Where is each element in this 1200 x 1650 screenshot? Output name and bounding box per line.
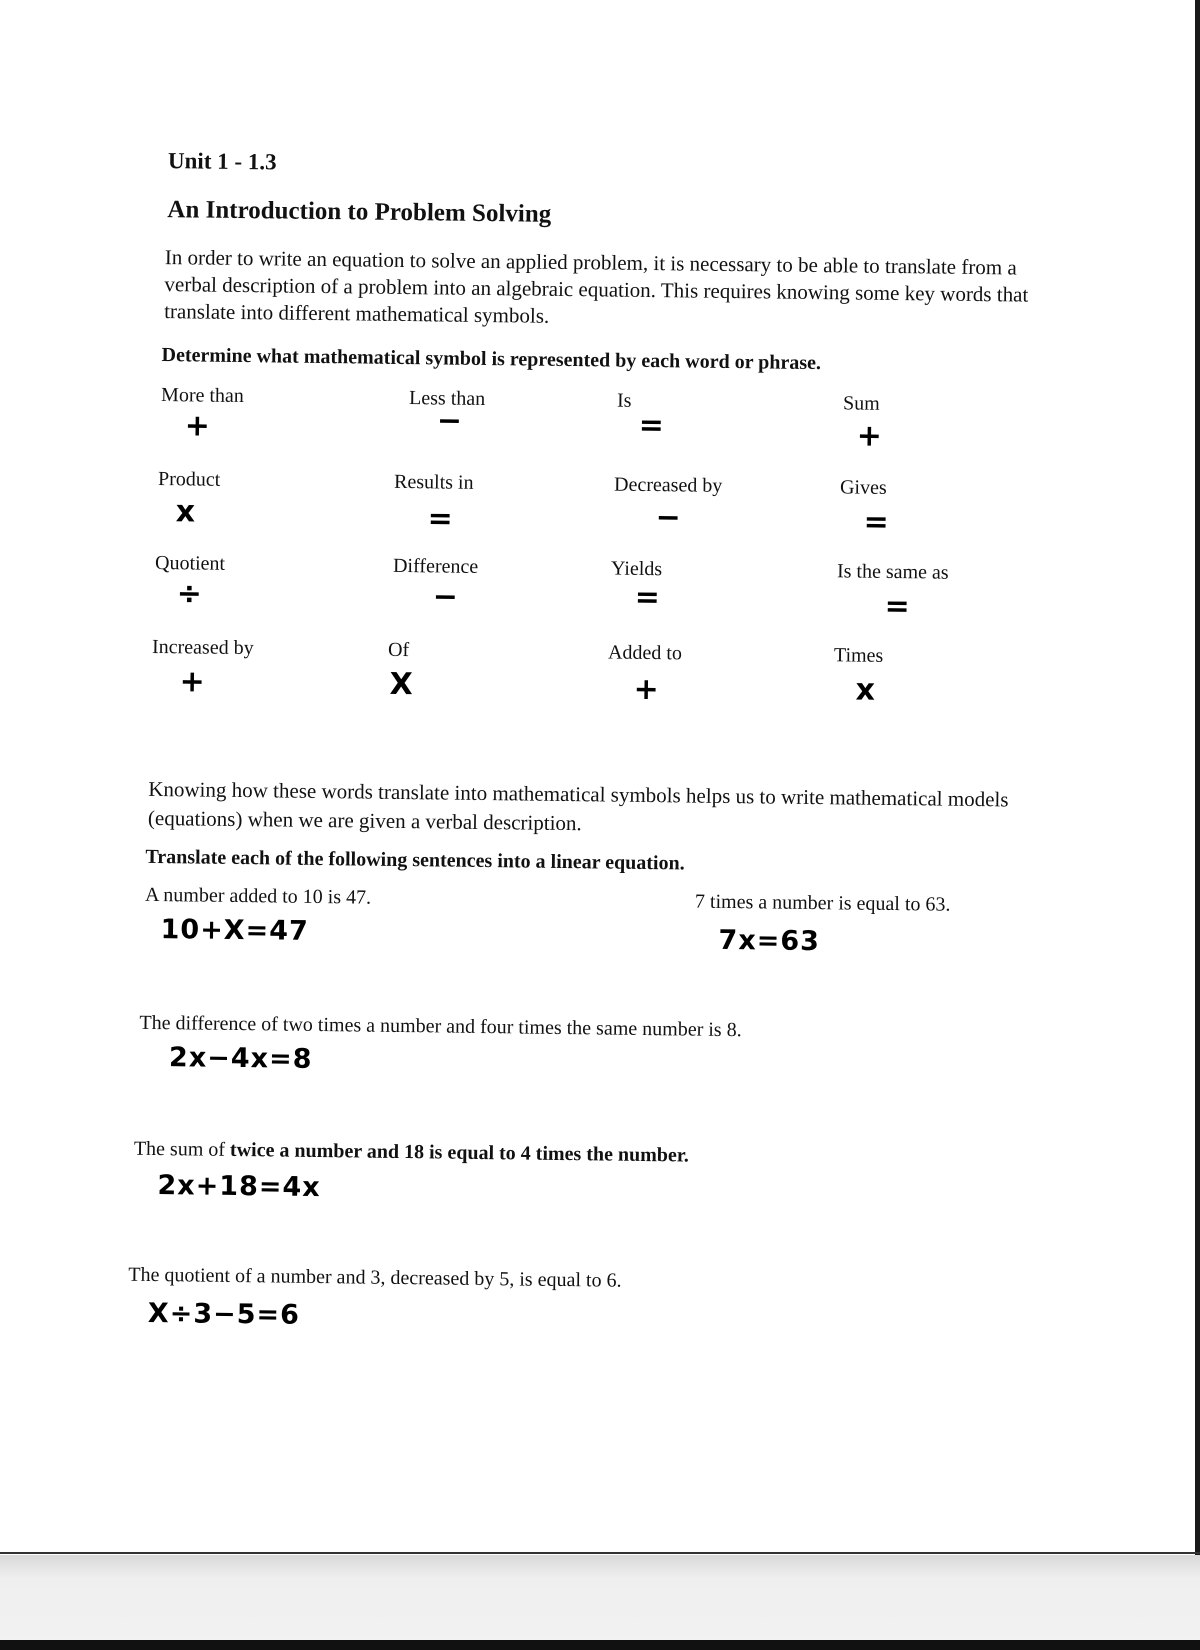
answer-sentence-2: 7x=63 — [718, 924, 821, 958]
word-difference: Difference — [392, 554, 479, 578]
word-of: Of — [387, 638, 410, 662]
word-is-the-same-as: Is the same as — [836, 560, 949, 584]
answer-product: x — [175, 494, 196, 530]
sentence-4-plain: The sum of — [133, 1137, 231, 1161]
word-yields: Yields — [610, 557, 663, 581]
sentence-3: The difference of two times a number and four times the same number is 8. — [139, 1011, 742, 1042]
sentence-4 — [134, 1138, 689, 1168]
word-increased-by: Increased by — [151, 635, 254, 660]
answer-times: x — [855, 672, 876, 708]
answer-is: = — [638, 407, 665, 444]
word-less-than: Less than — [408, 387, 486, 410]
word-more-than: More than — [160, 384, 245, 408]
word-added-to: Added to — [607, 641, 683, 665]
answer-sentence-5: X÷3−5=6 — [147, 1297, 301, 1331]
answer-sentence-1: 10+X=47 — [160, 914, 309, 947]
answer-gives: = — [863, 504, 889, 540]
word-is: Is — [616, 389, 632, 412]
scan-edge — [0, 1640, 1200, 1650]
word-gives: Gives — [839, 476, 887, 499]
answer-added-to: + — [633, 671, 659, 708]
instruction-heading: Determine what mathematical symbol is represented by each word or phrase. — [161, 344, 822, 375]
intro-paragraph: In order to write an equation to solve an applied problem, it is necessary to be able to translate from a verbal description of a problem into an algebraic equation. This requires knowing some key words that translate into different mathematical symbols. — [164, 245, 1029, 328]
word-results-in: Results in — [393, 470, 474, 494]
sentence-2: 7 times a number is equal to 63. — [694, 890, 951, 916]
answer-difference: − — [432, 579, 459, 615]
answer-results-in: = — [427, 501, 453, 537]
word-sum: Sum — [842, 392, 880, 415]
answer-is-the-same-as: = — [884, 588, 910, 625]
translate-instruction: Translate each of the following sentences into a linear equation. — [145, 845, 685, 875]
answer-more-than: + — [184, 408, 211, 444]
answer-less-than: − — [436, 403, 463, 439]
answer-sentence-4: 2x+18=4x — [157, 1170, 321, 1204]
answer-sentence-3: 2x−4x=8 — [168, 1042, 313, 1075]
word-times: Times — [833, 644, 884, 667]
page-title: An Introduction to Problem Solving — [167, 196, 552, 228]
answer-decreased-by: − — [655, 500, 682, 536]
word-quotient: Quotient — [154, 551, 226, 575]
answer-quotient: ÷ — [176, 576, 203, 612]
word-decreased-by: Decreased by — [613, 473, 723, 497]
sentence-1: A number added to 10 is 47. — [144, 883, 372, 909]
answer-of: X — [389, 666, 413, 703]
sentence-4-bold: twice a number and 18 is equal to 4 times the number. — [229, 1138, 690, 1167]
scan-margin — [0, 1555, 1200, 1650]
explanation-paragraph: Knowing how these words translate into mathematical symbols helps us to write mathematical models (equations) when we are given a verbal description. — [147, 776, 1009, 836]
unit-label: Unit 1 - 1.3 — [167, 148, 277, 175]
sentence-5: The quotient of a number and 3, decreased by 5, is equal to 6. — [128, 1263, 622, 1292]
word-product: Product — [157, 468, 221, 491]
answer-sum: + — [856, 418, 883, 454]
answer-yields: = — [634, 579, 661, 616]
answer-increased-by: + — [179, 664, 205, 700]
